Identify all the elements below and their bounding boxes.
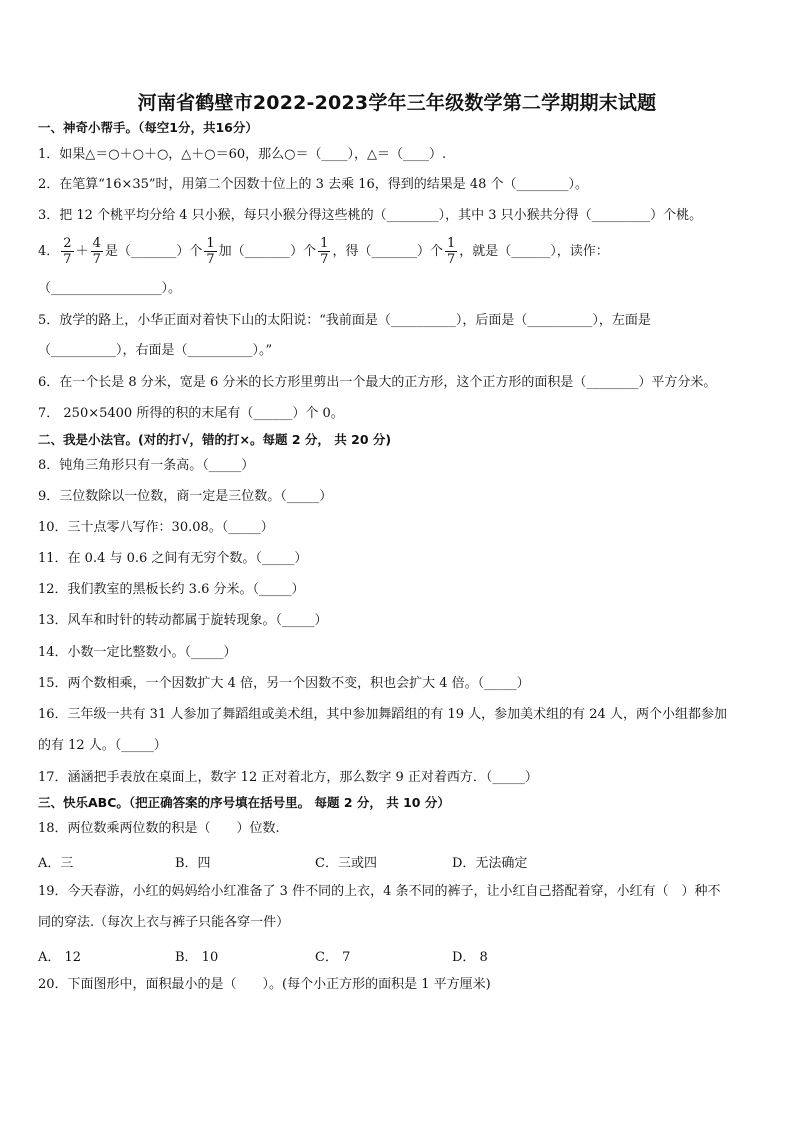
q19-option-a: A． 12 — [38, 950, 82, 965]
q18-option-c: C．三或四 — [315, 856, 377, 871]
fraction-1-7-b: $\frac{1}{7}$ — [320, 236, 329, 267]
question-15: 15．两个数相乘，一个因数扩大 4 倍，另一个因数不变，积也会扩大 4 倍。（_____） — [38, 676, 530, 691]
question-4-line-2: （_________________）。 — [38, 281, 182, 296]
question-5-line-1: 5．放学的路上，小华正面对着快下山的太阳说：“我前面是（__________），后面是（__________），左面是 — [38, 313, 651, 328]
question-13: 13．风车和时针的转动都属于旋转现象。（_____） — [38, 613, 328, 628]
question-6: 6．在一个长是 8 分米，宽是 6 分米的长方形里剪出一个最大的正方形，这个正方形的面积是（________）平方分米。 — [38, 375, 717, 390]
q18-option-b: B．四 — [175, 856, 211, 871]
q4-text-2: 加（_______）个 — [218, 244, 317, 259]
section-2-heading: 二、我是小法官。(对的打√，错的打×。每题 2 分， 共 20 分) — [38, 432, 392, 447]
question-5-line-2: （__________），右面是（__________）。” — [38, 343, 273, 358]
section-1-heading: 一、神奇小帮手。（每空1分，共16分） — [38, 120, 258, 135]
question-19-line-1: 19．今天春游，小红的妈妈给小红准备了 3 件不同的上衣，4 条不同的裤子，让小红自己搭配着穿，小红有（ ）种不 — [38, 884, 721, 899]
question-10: 10．三十点零八写作：30.08。（_____） — [38, 520, 274, 535]
fraction-4-7: $\frac{4}{7}$ — [92, 236, 101, 267]
question-14: 14．小数一定比整数小。（_____） — [38, 645, 237, 660]
question-3: 3．把 12 个桃平均分给 4 只小猴，每只小猴分得这些桃的（________），其中 3 只小猴共分得（_________）个桃。 — [38, 208, 703, 223]
question-1: 1．如果△＝○＋○＋○，△＋○＝60，那么○＝（____），△＝（____）. — [38, 147, 447, 162]
fraction-2-7: $\frac{2}{7}$ — [63, 236, 72, 267]
question-17: 17．涵涵把手表放在桌面上，数字 12 正对着北方，那么数字 9 正对着西方．（_____） — [38, 770, 538, 785]
q4-text-3: ，得（_______）个 — [332, 244, 443, 259]
question-18: 18．两位数乘两位数的积是（ ）位数. — [38, 821, 280, 836]
question-11: 11．在 0.4 与 0.6 之间有无穷个数。（_____） — [38, 551, 308, 566]
question-2: 2．在笔算“16×35”时，用第二个因数十位上的 3 去乘 16，得到的结果是 48 个（________）。 — [38, 177, 589, 192]
question-20: 20．下面图形中，面积最小的是（ ）。(每个小正方形的面积是 1 平方厘米) — [38, 977, 491, 992]
fraction-1-7-c: $\frac{1}{7}$ — [446, 236, 456, 267]
q18-option-a: A．三 — [38, 856, 74, 871]
q4-text-4: ，就是（______），读作： — [459, 244, 609, 259]
q4-text-1: 是（_______）个 — [104, 244, 203, 259]
section-3-heading: 三、快乐ABC。（把正确答案的序号填在括号里。 每题 2 分， 共 10 分） — [38, 795, 450, 810]
question-8: 8．钝角三角形只有一条高。（_____） — [38, 458, 255, 473]
q19-option-d: D． 8 — [452, 950, 488, 965]
question-7: 7． 250×5400 所得的积的末尾有（______）个 0。 — [38, 406, 344, 421]
question-19-line-2: 同的穿法.（每次上衣与裤子只能各穿一件） — [38, 915, 290, 930]
fraction-1-7-a: $\frac{1}{7}$ — [206, 236, 215, 267]
q4-prefix: 4． — [38, 244, 60, 259]
q19-option-b: B． 10 — [175, 950, 219, 965]
question-16-line-1: 16．三年级一共有 31 人参加了舞蹈组或美术组，其中参加舞蹈组的有 19 人，参加美术组的有 24 人，两个小组都参加 — [38, 707, 727, 722]
plus-sign: ＋ — [75, 244, 89, 259]
page-title: 河南省鹤壁市2022-2023学年三年级数学第二学期期末试题 — [137, 92, 657, 114]
question-4 — [38, 236, 609, 267]
question-9: 9．三位数除以一位数，商一定是三位数。（_____） — [38, 489, 333, 504]
question-16-line-2: 的有 12 人。（_____） — [38, 738, 167, 753]
q19-option-c: C． 7 — [315, 950, 351, 965]
q18-option-d: D．无法确定 — [452, 856, 528, 871]
question-12: 12．我们教室的黑板长约 3.6 分米。（_____） — [38, 582, 305, 597]
